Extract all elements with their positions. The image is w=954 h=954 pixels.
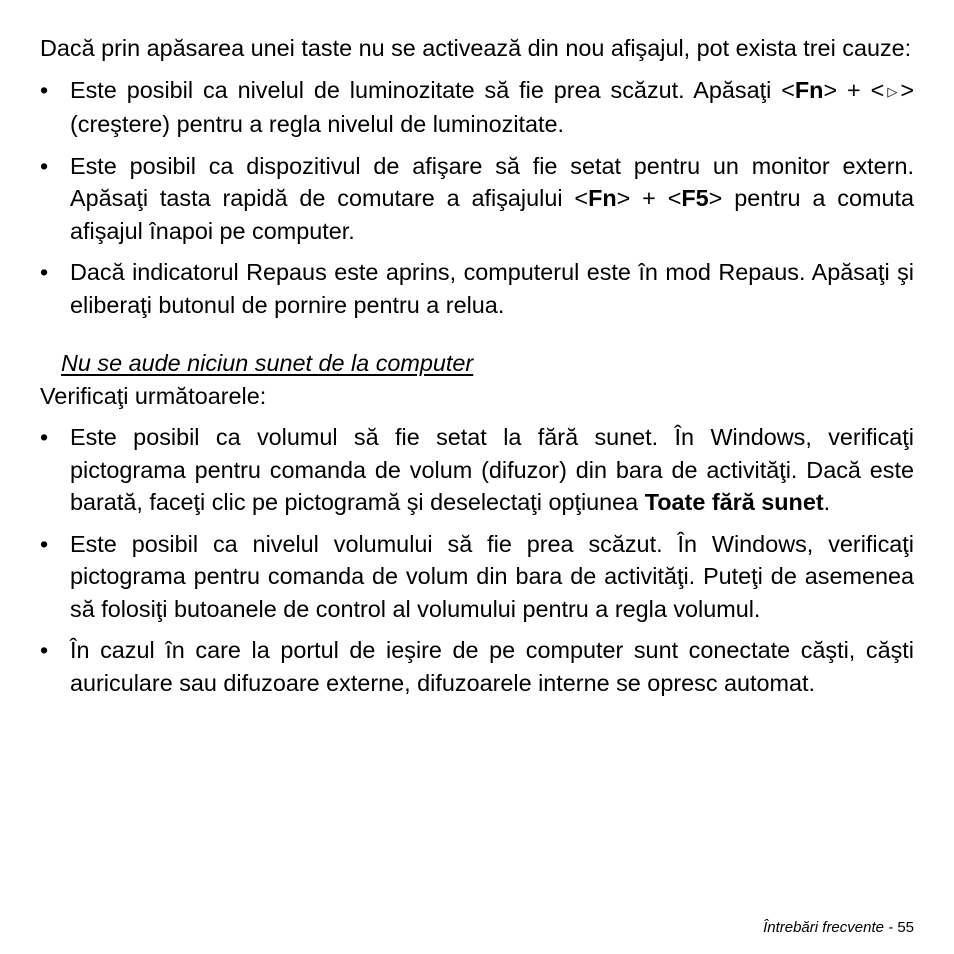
bullet-icon: • (40, 637, 49, 663)
page-number: 55 (897, 919, 914, 936)
item-text: Este posibil ca dispozitivul de afişare să fie setat pentru un monitor extern. Apăsaţi tasta rapidă de comutare a afişajului < (70, 152, 914, 211)
intro-paragraph: Dacă prin apăsarea unei taste nu se activează din nou afişajul, pot exista trei cauze: (40, 35, 912, 61)
list-item (40, 74, 914, 141)
section-heading: Nu se aude niciun sunet de la computer (61, 350, 474, 376)
item-text: > pentru a comuta afişajul înapoi pe computer. (70, 185, 914, 244)
option-name: Toate fără sunet (644, 489, 824, 515)
item-text: > + < (823, 76, 885, 103)
item-text: . (823, 489, 831, 515)
bullet-icon: • (40, 424, 49, 450)
page-footer (763, 919, 914, 937)
footer-section-title: Întrebări frecvente - (763, 919, 894, 936)
list-item (40, 256, 914, 321)
bullet-icon: • (40, 259, 49, 285)
bullet-icon: • (40, 152, 49, 179)
display-causes-list (40, 74, 914, 322)
list-item (40, 421, 914, 519)
sound-checks-list (40, 421, 914, 699)
document-page (40, 32, 914, 708)
item-text: > + < (616, 185, 682, 211)
item-text: Dacă indicatorul Repaus este aprins, computerul este în mod Repaus. Apăsaţi şi eliberaţi butonul de pornire pentru a relua. (70, 259, 914, 318)
section-lead: Verificaţi următoarele: (40, 382, 267, 409)
bullet-icon: • (40, 530, 49, 557)
item-text: Este posibil ca volumul să fie setat la fără sunet. În Windows, verificaţi pictograma pentru comanda de volum (difuzor) din bara de activităţi. Dacă este barată, faceţi clic pe pictogramă şi deselectaţi opţiunea (70, 424, 914, 515)
bullet-icon: • (40, 76, 49, 103)
list-item (40, 150, 914, 248)
item-text: > (creştere) pentru a regla nivelul de luminozitate. (70, 76, 914, 137)
brightness-up-icon: ▷ (887, 83, 898, 99)
list-item (40, 634, 914, 699)
item-text: Este posibil ca nivelul de luminozitate să fie prea scăzut. Apăsaţi < (70, 76, 795, 103)
item-text: Este posibil ca nivelul volumului să fie prea scăzut. În Windows, verificaţi pictograma pentru comanda de volum din bara de activităţi. Puteţi de asemenea să folosiţi butoanele de control al volumului pentru a regla volumul. (70, 530, 914, 622)
key-fn: Fn (588, 185, 617, 211)
key-f5: F5 (681, 185, 709, 211)
item-text: În cazul în care la portul de ieşire de pe computer sunt conectate căşti, căşti auriculare sau difuzoare externe, difuzoarele interne se opresc automat. (70, 637, 914, 696)
key-fn: Fn (794, 76, 824, 103)
list-item (40, 528, 914, 626)
